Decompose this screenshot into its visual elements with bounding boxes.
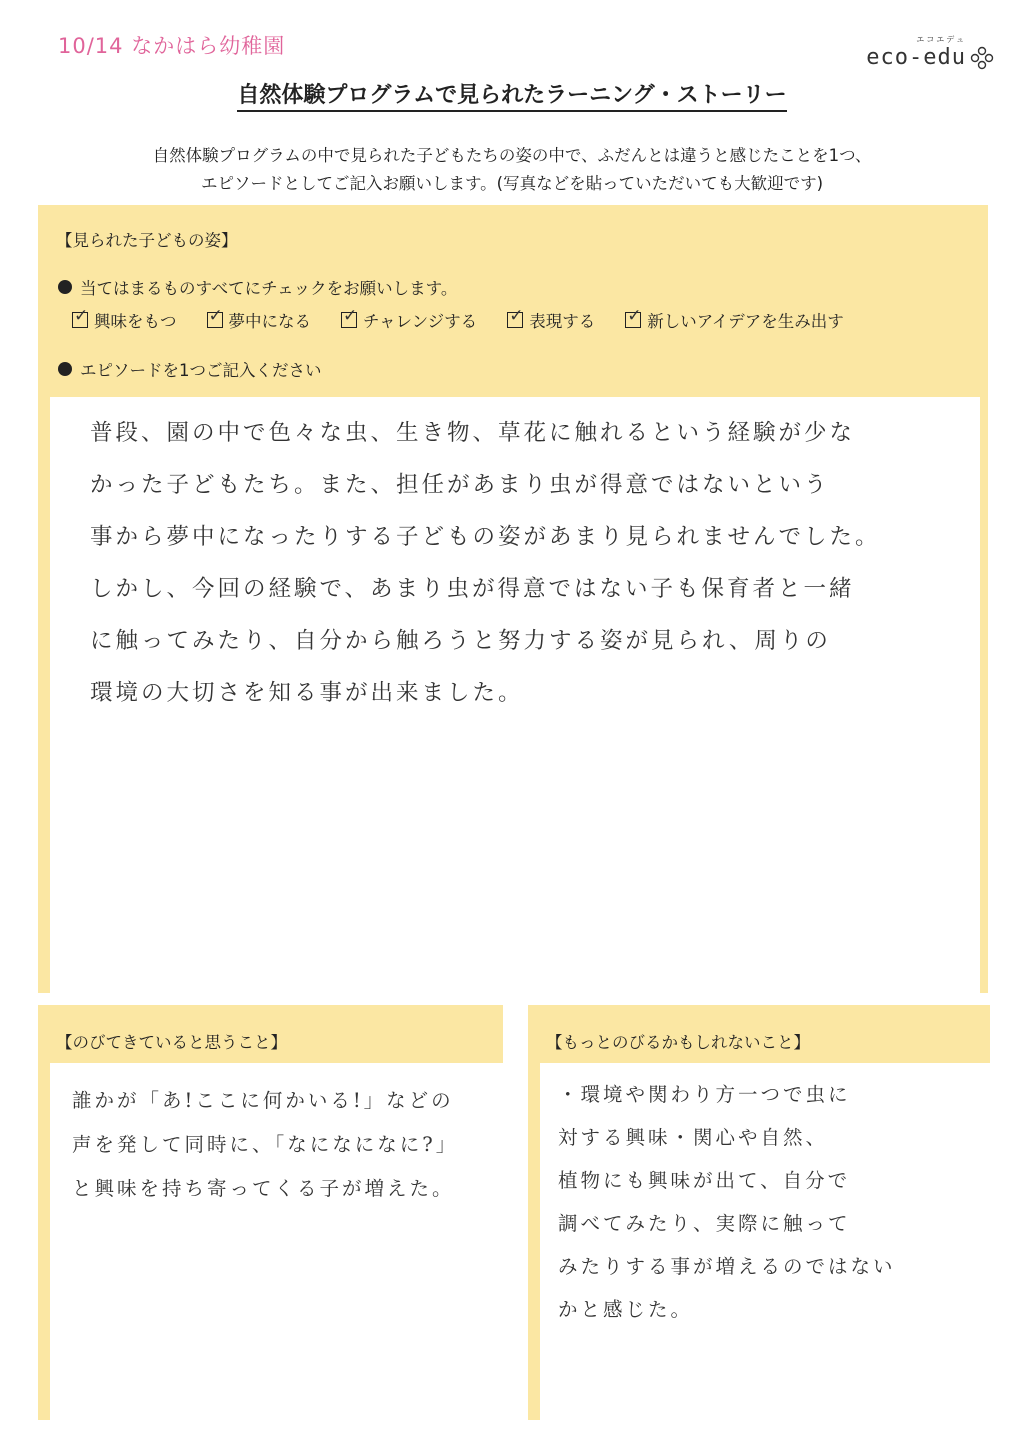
checkbox-icon[interactable]: ✓ [208, 306, 223, 326]
episode-prompt-text: エピソードを1つご記入ください [80, 361, 322, 380]
potential-line: 植物にも興味が出て、自分で [558, 1169, 851, 1192]
episode-line: 普段、園の中で色々な虫、生き物、草花に触れるという経験が少な [90, 420, 856, 446]
episode-line: 環境の大切さを知る事が出来ました。 [90, 680, 524, 706]
potential-line: 対する興味・関心や自然、 [558, 1126, 829, 1149]
growing-text-area[interactable] [50, 1063, 503, 1426]
potential-label: 【もっとのびるかもしれないこと】 [546, 1033, 810, 1052]
check-prompt [58, 275, 457, 299]
observed-child-label: 【見られた子どもの姿】 [56, 231, 238, 250]
checkbox-label: 夢中になる [228, 312, 311, 331]
eco-edu-logo [866, 34, 994, 70]
checkbox-absorbed[interactable] [207, 308, 312, 332]
observed-child-panel [38, 205, 988, 993]
checkbox-icon[interactable]: ✓ [74, 306, 89, 326]
intro-line-1: 自然体験プログラムの中で見られた子どもたちの姿の中で、ふだんとは違うと感じたことを1つ、 [152, 146, 872, 165]
growing-line: 声を発して同時に、「なになになに?」 [72, 1133, 459, 1156]
episode-line: しかし、今回の経験で、あまり虫が得意ではない子も保育者と一緒 [90, 576, 855, 602]
checkbox-icon[interactable]: ✓ [343, 306, 358, 326]
page-title [0, 78, 1024, 109]
episode-line: 事から夢中になったりする子どもの姿があまり見られませんでした。 [90, 524, 881, 550]
growing-line: と興味を持ち寄ってくる子が増えた。 [72, 1177, 455, 1200]
checkbox-new-idea[interactable] [625, 308, 844, 332]
logo-kana: エコエデュ [916, 35, 966, 44]
potential-line: かと感じた。 [558, 1298, 694, 1321]
checkbox-label: チャレンジする [363, 312, 478, 331]
checkbox-challenge[interactable] [341, 308, 477, 332]
potential-panel [528, 1005, 990, 1420]
growing-line: 誰かが「あ!ここに何かいる!」などの [72, 1089, 454, 1112]
growing-panel [38, 1005, 503, 1420]
episode-line: に触ってみたり、自分から触ろうと努力する姿が見られ、周りの [90, 628, 831, 654]
checkbox-group [72, 308, 874, 332]
logo-text: eco-edu [866, 45, 966, 70]
checkbox-icon[interactable]: ✓ [509, 306, 524, 326]
potential-text-area[interactable] [540, 1063, 990, 1420]
bullet-dot-icon [58, 362, 72, 376]
potential-line: ・環境や関わり方一つで虫に [558, 1083, 851, 1106]
episode-line: かった子どもたち。また、担任があまり虫が得意ではないという [90, 472, 830, 498]
check-prompt-text: 当てはまるものすべてにチェックをお願いします。 [80, 279, 458, 298]
checkbox-label: 興味をもつ [94, 312, 177, 331]
checkbox-interest[interactable] [72, 308, 177, 332]
intro-text [60, 142, 964, 198]
episode-prompt [58, 357, 322, 381]
potential-line: 調べてみたり、実際に触って [558, 1212, 851, 1235]
checkbox-icon[interactable]: ✓ [627, 306, 642, 326]
episode-text-area[interactable] [50, 397, 980, 993]
handwritten-date-school: 10/14 なかはら幼稚園 [58, 34, 286, 58]
intro-line-2: エピソードとしてご記入お願いします。(写真などを貼っていただいても大歓迎です) [200, 174, 824, 193]
checkbox-label: 表現する [529, 312, 596, 331]
page-title-text: 自然体験プログラムで見られたラーニング・ストーリー [237, 83, 786, 112]
bullet-dot-icon [58, 280, 72, 294]
checkbox-label: 新しいアイデアを生み出す [647, 312, 844, 331]
flower-logo-icon [970, 46, 994, 70]
growing-label: 【のびてきていると思うこと】 [56, 1033, 287, 1052]
potential-line: みたりする事が増えるのではない [558, 1255, 896, 1278]
checkbox-express[interactable] [507, 308, 595, 332]
